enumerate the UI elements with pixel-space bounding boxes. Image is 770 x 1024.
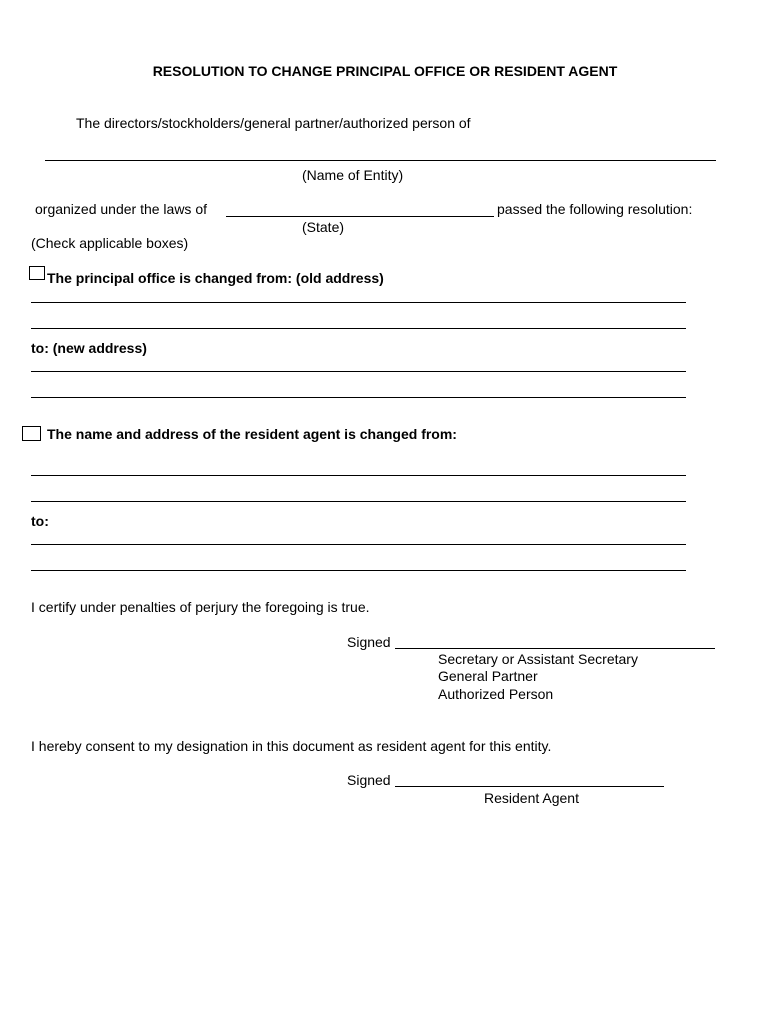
signed-label-1: Signed: [347, 634, 391, 650]
signer-title-1: Secretary or Assistant Secretary: [438, 651, 638, 667]
entity-name-label: (Name of Entity): [302, 167, 404, 183]
old-agent-line-2[interactable]: [31, 501, 686, 502]
old-agent-line-1[interactable]: [31, 475, 686, 476]
organized-prefix-text: organized under the laws of: [35, 201, 207, 217]
new-address-label: to: (new address): [31, 340, 147, 356]
old-address-line-1[interactable]: [31, 302, 686, 303]
state-label: (State): [302, 219, 345, 235]
page-title: RESOLUTION TO CHANGE PRINCIPAL OFFICE OR RESIDENT AGENT: [152, 63, 618, 79]
organized-suffix-text: passed the following resolution:: [497, 201, 693, 217]
resident-agent-title: Resident Agent: [484, 790, 579, 806]
principal-office-heading: The principal office is changed from: (old address): [47, 270, 384, 286]
consent-text: I hereby consent to my designation in this document as resident agent for this entity.: [31, 738, 552, 754]
new-agent-line-1[interactable]: [31, 544, 686, 545]
entity-name-field[interactable]: [45, 160, 716, 161]
signature-field-1[interactable]: [395, 648, 715, 649]
check-instruction: (Check applicable boxes): [31, 235, 189, 251]
intro-text: The directors/stockholders/general partner/authorized person of: [76, 115, 471, 131]
new-agent-label: to:: [31, 513, 49, 529]
resident-agent-checkbox[interactable]: [22, 426, 41, 441]
signer-title-3: Authorized Person: [438, 686, 554, 702]
signer-title-2: General Partner: [438, 668, 538, 684]
new-address-line-2[interactable]: [31, 397, 686, 398]
resident-agent-heading: The name and address of the resident agent is changed from:: [47, 426, 457, 442]
new-address-line-1[interactable]: [31, 371, 686, 372]
new-agent-line-2[interactable]: [31, 570, 686, 571]
signature-field-2[interactable]: [395, 786, 664, 787]
old-address-line-2[interactable]: [31, 328, 686, 329]
principal-office-checkbox[interactable]: [29, 266, 45, 280]
state-field[interactable]: [226, 216, 494, 217]
certify-text: I certify under penalties of perjury the foregoing is true.: [31, 599, 370, 615]
signed-label-2: Signed: [347, 772, 391, 788]
